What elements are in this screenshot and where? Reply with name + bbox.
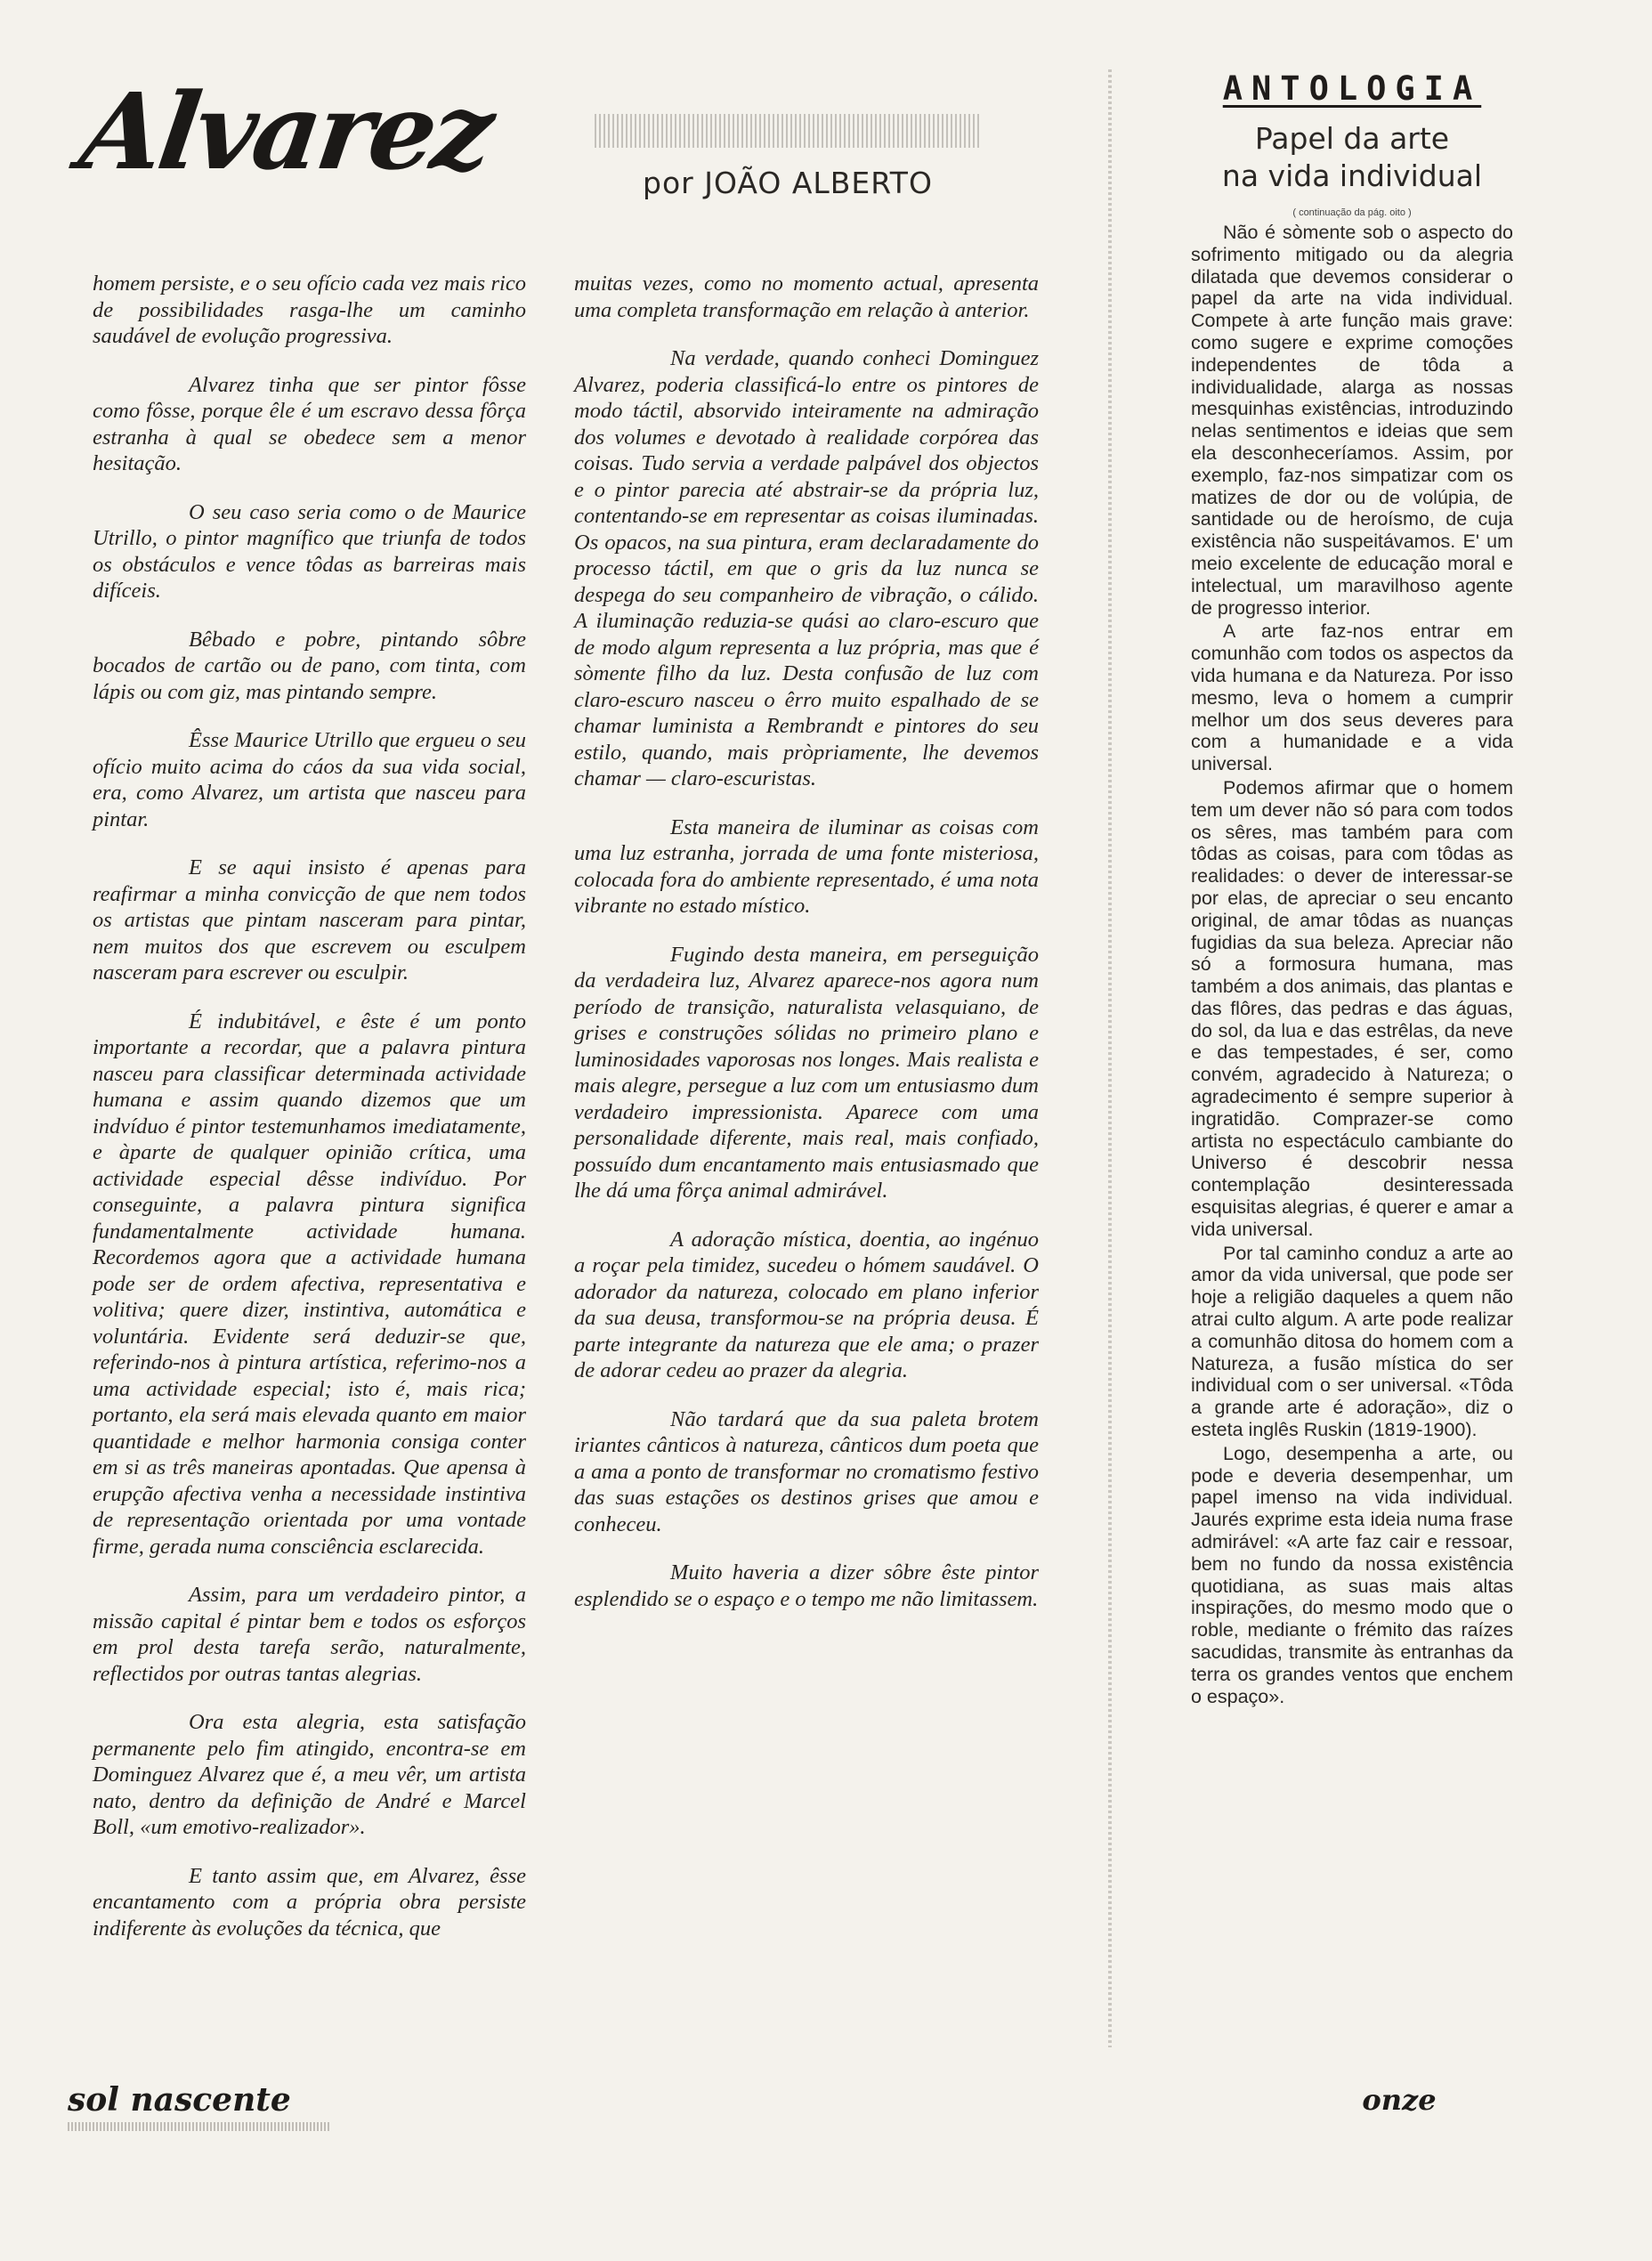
paragraph: Assim, para um verdadeiro pintor, a missão capital é pintar bem e todos os esforços em prol desta tarefa serão, naturalmente, reflectidos por outras tantas alegrias. [93, 1583, 526, 1686]
column-divider [1108, 69, 1112, 2047]
paragraph: muitas vezes, como no momento actual, apresenta uma completa transformação em relação à anterior. [574, 271, 1039, 322]
paragraph: O seu caso seria como o de Maurice Utrillo, o pintor magnífico que triunfa de todos os obstáculos e vence tôdas as barreiras mais difíceis. [93, 499, 526, 603]
paragraph: E se aqui insisto é apenas para reafirmar a minha convicção de que nem todos os artistas que pintam nasceram para pintar, nem muitos dos que escrevem ou esculpem nasceram para escrever ou esculpir. [93, 855, 526, 985]
paragraph: Na verdade, quando conheci Dominguez Alvarez, poderia classificá-lo entre os pintores de modo táctil, absorvido inteiramente na admiração dos volumes e devotado à realidade corpórea das coisas. Tudo servia a verdade palpável dos objectos e o pintor parecia até abstrair-se da própria luz, contentando-se em representar as coisas iluminadas. Os opacos, na sua pintura, eram declaradamente do processo táctil, em que o gris da luz nunca se despega do seu companheiro de vibração, o cálido. A iluminação reduzia-se quási ao claro-escuro que de modo algum representa a luz própria, mas que é sòmente filho da luz. Desta confusão de luz com claro-escuro nasceu o êrro muito espalhado de se chamar luminista a Rembrandt e pintores do seu estilo, quando, mais pròpriamente, lhe devemos chamar — claro-escuristas. [574, 346, 1039, 790]
paragraph: Esta maneira de iluminar as coisas com uma luz estranha, jorrada de uma fonte misteriosa, colocada fora do ambiente representado, é uma nota vibrante no estado místico. [574, 814, 1039, 918]
article-title: Alvarez [73, 69, 498, 193]
author-byline: por JOÃO ALBERTO [643, 166, 933, 200]
sidebar-paragraph: Não é sòmente sob o aspecto do sofrimento mitigado ou da alegria dilatada que devemos considerar o papel da arte na vida individual. Compete à arte função mais grave: como sugere e exprime comoções independentes de tôda a individualidade, alarga as nossas mesquinhas existências, introduzindo nelas sentimentos e ideias que sem ela desconheceríamos. Assim, por exemplo, faz-nos simpatizar com os matizes de dor ou de volúpia, de santidade ou de heroísmo, de cuja existência não suspeitávamos. E' um meio excelente de educação moral e intelectual, um maravilhoso agente de progresso interior. [1191, 222, 1513, 619]
paragraph: Muito haveria a dizer sôbre êste pintor esplendido se o espaço e o tempo me não limitassem. [574, 1560, 1039, 1611]
paragraph: É indubitável, e êste é um ponto importante a recordar, que a palavra pintura nasceu para classificar determinada actividade humana e assim quando dizemos que um indvíduo é pintor testemunhamos imediatamente, e àparte de qualquer opinião crítica, uma actividade especial dêsse indivíduo. Por conseguinte, a palavra pintura significa fundamentalmente actividade humana. Recordemos agora que a actividade humana pode ser de ordem afectiva, representativa e volitiva; quere dizer, instintiva, automática e voluntária. Evidente será deduzir-se que, referindo-nos à pintura artística, referimo-nos a uma actividade especial; isto é, mais rica; portanto, ela será mais elevada quanto em maior quantidade e melhor harmonia consiga conter em si as três maneiras apontadas. Que apensa à erupção afectiva venha a necessidade instintiva de representação orientada por uma vontade firme, gerada numa consciência esclarecida. [93, 1009, 526, 1559]
sidebar-paragraph: A arte faz-nos entrar em comunhão com todos os aspectos da vida humana e da Natureza. Por isso mesmo, leva o homem a cumprir melhor um dos seus deveres para com a humanidade e a vida universal. [1191, 620, 1513, 775]
paragraph: Não tardará que da sua paleta brotem iriantes cânticos à natureza, cânticos dum poeta que a ama a ponto de transformar no cromatismo festivo das suas estações os destinos grises que amou e conheceu. [574, 1406, 1039, 1536]
sidebar-paragraph: Logo, desempenha a arte, ou pode e deveria desempenhar, um papel imenso na vida individual. Jaurés exprime esta ideia numa frase admirável: «A arte faz cair e ressoar, bem no fundo da nossa existência quotidiana, as suas mais altas inspirações, do mesmo modo que o roble, mediante o frémito das raízes sacudidas, transmite às entranhas da terra os grandes ventos que enchem o espaço». [1191, 1442, 1513, 1707]
paragraph: Ora esta alegria, esta satisfação permanente pelo fim atingido, encontra-se em Dominguez Alvarez que é, a meu vêr, um artista nato, dentro da definição de André e Marcel Boll, «um emotivo-realizador». [93, 1710, 526, 1839]
article-column-left [93, 271, 526, 1964]
paragraph: Êsse Maurice Utrillo que ergueu o seu ofício muito acima do cáos da sua vida social, era, como Alvarez, um artista que nasceu para pintar. [93, 728, 526, 831]
decorative-rule [595, 114, 981, 148]
sidebar-body [1191, 222, 1513, 1707]
paragraph: E tanto assim que, em Alvarez, êsse encantamento com a própria obra persiste indiferente às evoluções da técnica, que [93, 1863, 526, 1941]
publication-name: sol nascente [68, 2081, 291, 2119]
sidebar-paragraph: Podemos afirmar que o homem tem um dever não só para com todos os sêres, mas também para com tôdas as coisas, para com tôdas as realidades: o dever de interessar-se por elas, de apreciar o seu encanto original, de amar tôdas as nuanças fugidias da sua beleza. Apreciar não só a formosura humana, mas também a dos animais, das plantas e das flôres, das pedras e das águas, do sol, da lua e das estrêlas, da neve e das tempestades, é ser, como convém, agradecido à Natureza; o agradecimento é sempre superior à ingratidão. Comprazer-se como artista no espectáculo cambiante do Universo é descobrir nessa contemplação desinteressada esquisitas alegrias, é querer e amar a vida universal. [1191, 776, 1513, 1240]
footer-rule [68, 2122, 331, 2131]
sidebar-title [1191, 120, 1513, 195]
page-number: onze [1362, 2083, 1437, 2117]
paragraph: homem persiste, e o seu ofício cada vez mais rico de possibilidades rasga-lhe um caminho saudável de evolução progressiva. [93, 271, 526, 348]
paragraph: Alvarez tinha que ser pintor fôsse como fôsse, porque êle é um escravo dessa fôrça estranha à qual se obedece sem a menor hesitação. [93, 372, 526, 475]
paragraph: A adoração mística, doentia, ao ingénuo a roçar pela timidez, sucedeu o hómem saudável. O adorador da natureza, colocado em plano inferior da sua deusa, transformou-se na própria deusa. É parte integrante da natureza que ele ama; o prazer de adorar cedeu ao prazer da alegria. [574, 1227, 1039, 1382]
sidebar-paragraph: Por tal caminho conduz a arte ao amor da vida universal, que pode ser hoje a religião daqueles a quem não atrai culto algum. A arte pode realizar a comunhão ditosa do homem com a Natureza, a fusão mística do ser individual com o ser universal. «Tôda a grande arte é adoração», diz o esteta inglês Ruskin (1819-1900). [1191, 1242, 1513, 1441]
section-heading: ANTOLOGIA [1222, 69, 1482, 108]
anthology-sidebar [1191, 69, 1513, 1709]
paragraph: Fugindo desta maneira, em perseguição da verdadeira luz, Alvarez aparece-nos agora num período de transição, naturalista velasquiano, de grises e construções sólidas no primeiro plano e luminosidades vaporosas nos longes. Mais realista e mais alegre, persegue a luz com um entusiasmo dum verdadeiro impressionista. Aparece com uma personalidade diferente, mais real, mais confiado, possuído dum encantamento mais entusiasmado que lhe dá uma fôrça animal admirável. [574, 942, 1039, 1203]
sidebar-title-line1: Papel da arte [1254, 121, 1450, 156]
paragraph: Bêbado e pobre, pintando sôbre bocados de cartão ou de pano, com tinta, com lápis ou com giz, mas pintando sempre. [93, 627, 526, 704]
sidebar-title-line2: na vida individual [1221, 158, 1483, 193]
continuation-note: ( continuação da pág. oito ) [1292, 207, 1412, 218]
article-column-middle [574, 271, 1039, 1634]
